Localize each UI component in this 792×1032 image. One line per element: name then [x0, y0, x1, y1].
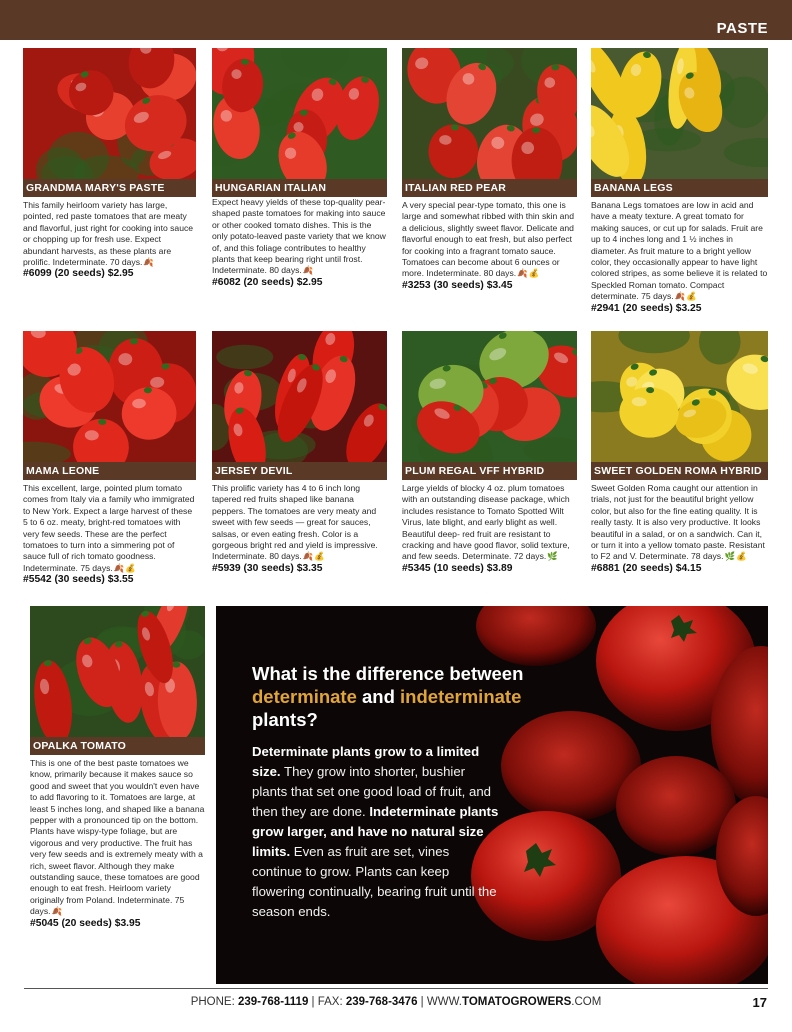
section-title: PASTE [716, 20, 768, 37]
tomato-photo-image [23, 331, 196, 462]
tomato-photo-image [212, 331, 387, 462]
tomato-photo [212, 331, 387, 462]
leaf-icon: 🌿 [547, 551, 558, 562]
order-info: #5045 (20 seeds) $3.95 [30, 917, 141, 929]
variety-name: ITALIAN RED PEAR [402, 179, 577, 197]
variety-description [212, 483, 387, 575]
variety-description [402, 200, 577, 292]
section-header-bar [0, 0, 792, 40]
description-text: Expect heavy yields of these top-quality pear-shaped paste tomatoes for making into sauce or other cooked tomato dishes. This is the only potato-leaved paste variety that we know of, and this foliage contributes to healthy plants that keep bearing right until frost. Indeterminate. 80 days. [212, 197, 386, 276]
info-panel [216, 606, 768, 984]
money-bag-icon: 💰 [314, 551, 325, 562]
tomato-photo [402, 331, 577, 462]
tomato-photo [23, 48, 196, 179]
description-text: This is one of the best paste tomatoes we know, primarily because it makes sauce so good and sweet that you wouldn't even have to add flavoring to it. Tomatoes are large, at least 5 inches long, and shaped like a banana pepper with a pronounced tip on the bottom. Plants have wispy-type foliage, but are vigorous and very productive. The fruit has very few seeds and is extremely meaty with a rich, sweet flavor. Although they make outstanding sauce, these tomatoes are good enough to eat fresh. Heirloom variety originally from Poland. Indeterminate. 75 days. [30, 758, 205, 917]
tomato-photo-image [402, 331, 577, 462]
heirloom-icon: 🍂 [674, 291, 686, 302]
tomato-photo-image [212, 48, 387, 179]
variety-name: JERSEY DEVIL [212, 462, 387, 480]
variety-description [212, 197, 387, 289]
variety-description [591, 483, 768, 575]
tomato-photo-image [402, 48, 577, 179]
tomato-photo-image [591, 48, 768, 179]
heirloom-icon: 🍂 [51, 906, 63, 917]
description-text: This family heirloom variety has large, pointed, red paste tomatoes that are meaty and flavorful, just right for cooking into sauce or chopping up for fresh use. Expect abundant harvests, as these plants are prolific. Indeterminate. 70 days. [23, 200, 194, 268]
variety-name: GRANDMA MARY'S PASTE [23, 179, 196, 197]
tomato-photo [23, 331, 196, 462]
tomato-photo-image [30, 606, 205, 737]
phone-number: 239-768-1119 [238, 996, 309, 1008]
website-link[interactable]: TOMATOGROWERS [462, 996, 572, 1008]
leaf-icon: 🌿 [724, 551, 736, 562]
tomato-photo [30, 606, 205, 737]
tomato-photo [402, 48, 577, 179]
order-info: #6099 (20 seeds) $2.95 [23, 268, 134, 280]
heirloom-icon: 🍂 [302, 265, 314, 276]
page-number: 17 [752, 995, 767, 1010]
order-info: #5542 (30 seeds) $3.55 [23, 574, 134, 586]
money-bag-icon: 💰 [528, 268, 540, 279]
heirloom-icon: 🍂 [302, 551, 314, 562]
footer-contact: PHONE: 239-768-1119 | FAX: 239-768-3476 | WWW.TOMATOGROWERS.COM [190, 996, 602, 1008]
variety-description [402, 483, 577, 575]
tomato-photo [591, 48, 768, 179]
money-bag-icon: 💰 [736, 551, 747, 562]
order-info: #2941 (20 seeds) $3.25 [591, 302, 702, 314]
variety-description [23, 483, 196, 586]
description-text: Large yields of blocky 4 oz. plum tomatoes with an outstanding disease package, which includes resistance to Tomato Spotted Wilt Virus, late blight, and early blight as well. Beautiful deep- red fruit are resistant to cracking and have good flavor, solid texture, and few seeds. Determinate. 72 days. [402, 483, 570, 562]
description-text: This prolific variety has 4 to 6 inch long tapered red fruits shaped like banana peppers. The tomatoes are very meaty and sweet with few seeds — great for sauces, salsas, or even eating fresh. Color is a gorgeous bright red and yield is impressive. Indeterminate. 80 days. [212, 483, 378, 562]
tomato-photo [212, 48, 387, 179]
variety-name: OPALKA TOMATO [30, 737, 205, 755]
info-body: Determinate plants grow to a limited size. They grow into shorter, bushier plants that set one good load of fruit, and then they are done. Indeterminate plants grow larger, and have no natural size limits. Even as fruit are set, vines continue to grow. Plants can keep flowering continually, bearing fruit until the season ends. [252, 744, 499, 919]
order-info: #6082 (20 seeds) $2.95 [212, 276, 323, 288]
description-text: Sweet Golden Roma caught our attention in trials, not just for the beautiful bright yellow color, but also for the fine eating quality. It is really tasty. It is also very productive. It looks beautiful in a salad, or on a sandwich. Can it, or turn it into a yellow tomato paste. Resistant to F2 and V. Determinate. 78 days. [591, 483, 765, 562]
description-text: Banana Legs tomatoes are low in acid and have a meaty texture. A great tomato for making sauces, or cut up for salads. Fruit are up to 4 inches long and 1 ½ inches in diameter. As fruit mature to a bright yellow color, they occasionally appear to have light colored stripes, as some believe it is related to Speckled Roman tomato. Compact determinate. 75 days. [591, 200, 768, 302]
order-info: #3253 (30 seeds) $3.45 [402, 279, 513, 291]
variety-name: PLUM REGAL VFF HYBRID [402, 462, 577, 480]
fax-number: 239-768-3476 [345, 996, 418, 1008]
tomato-photo [591, 331, 768, 462]
variety-description [23, 200, 196, 280]
variety-name: BANANA LEGS [591, 179, 768, 197]
money-bag-icon: 💰 [125, 562, 136, 573]
variety-description [30, 758, 205, 930]
footer-divider [24, 988, 768, 989]
order-info: #6881 (20 seeds) $4.15 [591, 562, 702, 574]
heirloom-icon: 🍂 [517, 268, 528, 279]
tomato-photo-image [591, 331, 768, 462]
money-bag-icon: 💰 [686, 291, 697, 302]
variety-description [591, 200, 768, 315]
order-info: #5939 (30 seeds) $3.35 [212, 562, 323, 574]
heirloom-icon: 🍂 [113, 562, 125, 573]
variety-name: MAMA LEONE [23, 462, 196, 480]
variety-name: SWEET GOLDEN ROMA HYBRID [591, 462, 768, 480]
info-heading: What is the difference between determinate and indeterminate plants? [252, 663, 524, 730]
tomato-photo-image [23, 48, 196, 179]
description-text: A very special pear-type tomato, this one is large and somewhat ribbed with thin skin and a delicious, slightly sweet flavor. Delicate and flavorful enough to eat fresh, but also perfect for cooking into a fragrant tomato sauce. Tomatoes can become about 6 ounces or more. Indeterminate. 80 days. [402, 200, 574, 279]
heirloom-icon: 🍂 [143, 257, 155, 268]
description-text: This excellent, large, pointed plum tomato comes from Italy via a family who immigrated to New York. Expect a large harvest of these 5 to 6 oz. meaty, bright-red tomatoes with very few seeds. These are the perfect tomatoes to turn into a simmering pot of sauce full of rich tomato goodness. Indeterminate. 75 days. [23, 483, 195, 573]
order-info: #5345 (10 seeds) $3.89 [402, 562, 513, 574]
variety-name: HUNGARIAN ITALIAN [212, 179, 387, 197]
